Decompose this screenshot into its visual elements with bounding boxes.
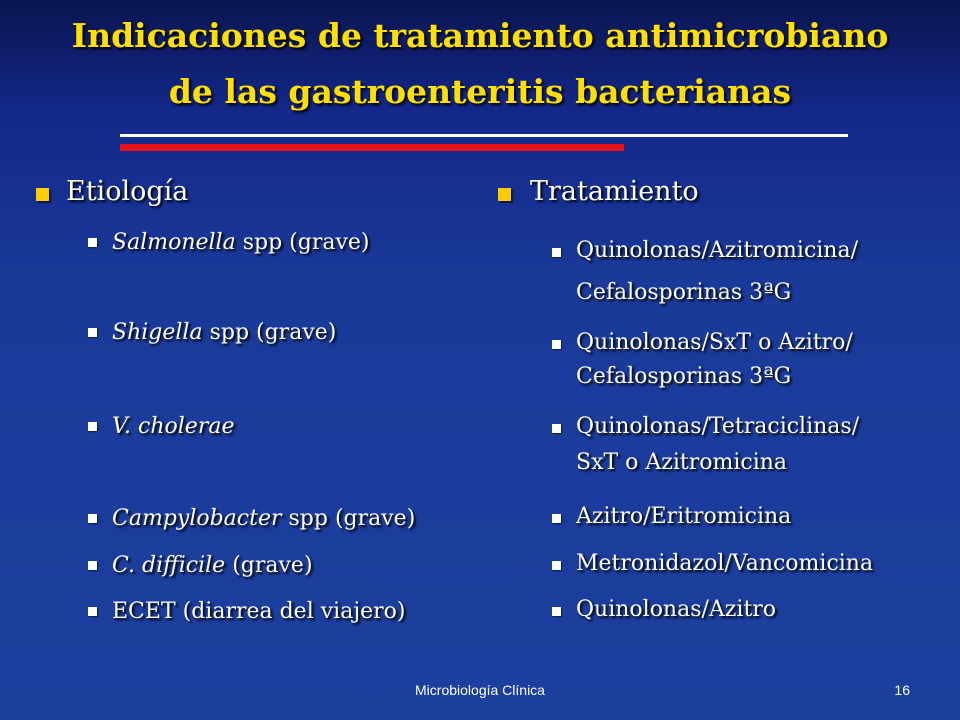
square-bullet-icon bbox=[498, 188, 511, 201]
treatment-item-line-1: Metronidazol/Vancomicina bbox=[576, 551, 874, 576]
etiology-heading: Etiología bbox=[66, 176, 189, 207]
treatment-item-line-1: Azitro/Eritromicina bbox=[576, 504, 792, 529]
title-divider-white bbox=[120, 134, 848, 137]
etiology-item-label: ECET (diarrea del viajero) bbox=[112, 599, 406, 624]
square-bullet-icon bbox=[552, 607, 561, 616]
page-number: 16 bbox=[894, 682, 910, 698]
title-divider-red bbox=[120, 144, 624, 151]
square-bullet-icon bbox=[88, 328, 97, 337]
square-bullet-icon bbox=[552, 514, 561, 523]
title-line-2: de las gastroenteritis bacterianas bbox=[168, 72, 792, 111]
square-bullet-icon bbox=[552, 248, 561, 257]
treatment-item-line-2: Cefalosporinas 3ªG bbox=[576, 364, 792, 389]
treatment-item-line-1: Quinolonas/Azitro bbox=[576, 597, 777, 622]
square-bullet-icon bbox=[88, 561, 97, 570]
square-bullet-icon bbox=[552, 561, 561, 570]
etiology-item-label: Campylobacter spp (grave) bbox=[112, 506, 416, 531]
square-bullet-icon bbox=[88, 422, 97, 431]
treatment-item-line-2: Cefalosporinas 3ªG bbox=[576, 280, 792, 305]
treatment-heading: Tratamiento bbox=[530, 176, 699, 207]
etiology-item-label: V. cholerae bbox=[112, 414, 235, 439]
square-bullet-icon bbox=[88, 514, 97, 523]
treatment-item-line-1: Quinolonas/Tetraciclinas/ bbox=[576, 414, 860, 439]
title-line-1: Indicaciones de tratamiento antimicrobiano bbox=[71, 16, 889, 55]
square-bullet-icon bbox=[36, 188, 49, 201]
treatment-item-line-1: Quinolonas/Azitromicina/ bbox=[576, 238, 858, 263]
square-bullet-icon bbox=[552, 424, 561, 433]
footer-course-name: Microbiología Clínica bbox=[415, 682, 545, 698]
treatment-item-line-1: Quinolonas/SxT o Azitro/ bbox=[576, 330, 853, 355]
etiology-item-label: Salmonella spp (grave) bbox=[112, 230, 370, 255]
square-bullet-icon bbox=[552, 340, 561, 349]
treatment-item-line-2: SxT o Azitromicina bbox=[576, 450, 788, 475]
square-bullet-icon bbox=[88, 607, 97, 616]
etiology-item-label: Shigella spp (grave) bbox=[112, 320, 337, 345]
slide-title bbox=[20, 8, 940, 120]
etiology-item-label: C. difficile (grave) bbox=[112, 553, 313, 578]
square-bullet-icon bbox=[88, 238, 97, 247]
